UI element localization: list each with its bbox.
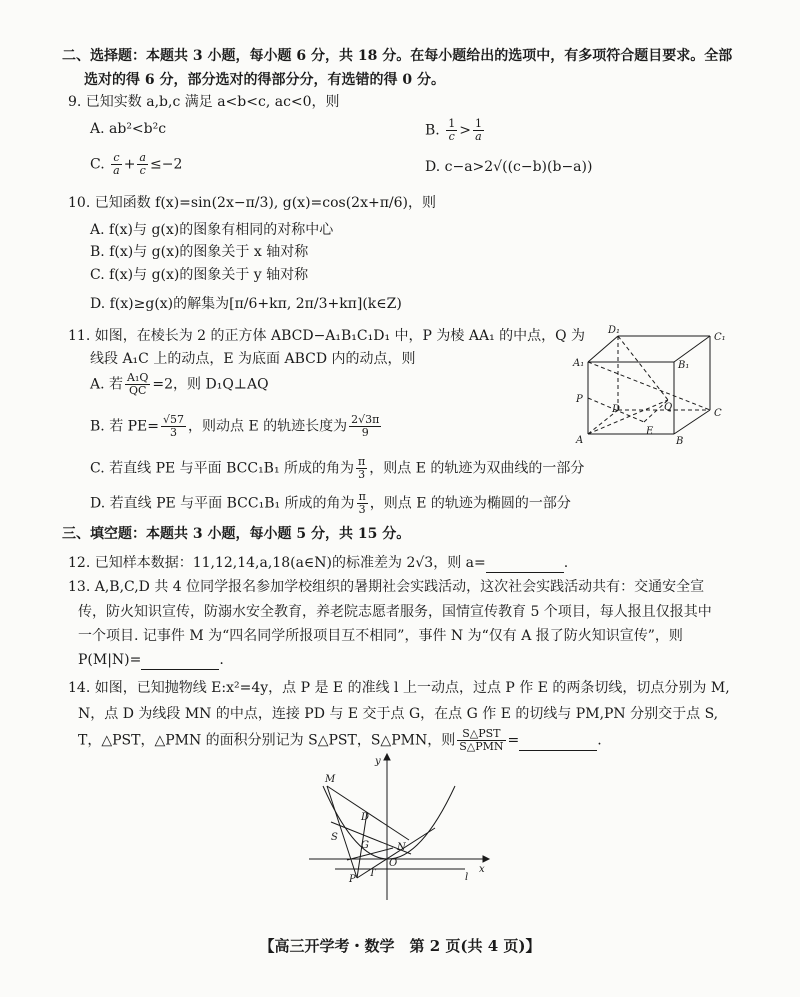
q9-option-b: B. $\frac{1}{c}$ > $\frac{1}{a}$ bbox=[425, 117, 482, 143]
q11-option-b: B. 若 PE= $\frac{√57}{3}$ ，则动点 E 的轨迹长度为 $\frac{2√3\pi}{9}$ bbox=[90, 413, 380, 439]
cube-seg-aq bbox=[588, 400, 668, 434]
label-q: Q bbox=[664, 402, 673, 413]
label-b1: B₁ bbox=[678, 360, 690, 371]
label-x: x bbox=[479, 864, 485, 875]
cube-edge-a1d1 bbox=[588, 336, 618, 362]
q14-line2: N，点 D 为线段 MN 的中点，连接 PD 与 E 交于点 G，在点 G 作 E 的切线与 PM,PN 分别交于点 S, bbox=[78, 706, 719, 722]
q14-parabola-figure bbox=[305, 752, 495, 902]
cube-edge-b1c1 bbox=[674, 336, 710, 362]
q10-stem: 10. 已知函数 f(x)=sin(2x−π/3), g(x)=cos(2x+π/6)，则 bbox=[68, 195, 437, 211]
q13-line2: 传，防火知识宣传，防溺水安全教育，养老院志愿者服务，国情宣传教育 5 个项目，每人报且仅报其中 bbox=[78, 604, 712, 620]
page-footer: 【高三开学考・数学 第 2 页(共 4 页)】 bbox=[259, 937, 541, 955]
q11-option-a: A. 若 $\frac{\text{A₁Q}}{QC}$ =2，则 D₁Q⊥AQ bbox=[90, 371, 269, 397]
x-axis-arrow bbox=[483, 856, 489, 862]
label-a1: A₁ bbox=[573, 358, 585, 369]
q12-text: 12. 已知样本数据：11,12,14,a,18(a∈N)的标准差为 2√3，则 a= . bbox=[68, 555, 569, 571]
q11-stem: 11. 如图，在棱长为 2 的正方体 ABCD−A₁B₁C₁D₁ 中，P 为棱 AA₁ 的中点，Q 为 bbox=[68, 328, 586, 344]
q9-option-d: D. c−a>2√((c−b)(b−a)) bbox=[425, 159, 593, 175]
q10-option-b: B. f(x)与 g(x)的图象关于 x 轴对称 bbox=[90, 244, 309, 260]
y-axis-arrow bbox=[384, 754, 390, 760]
q11-cube-figure bbox=[568, 322, 738, 450]
q11-option-d: D. 若直线 PE 与平面 BCC₁B₁ 所成的角为 $\frac{\pi}{3}$ ，则点 E 的轨迹为椭圆的一部分 bbox=[90, 490, 571, 516]
label-c1: C₁ bbox=[714, 332, 726, 343]
label-d: D bbox=[612, 404, 621, 415]
label-p-point: P bbox=[349, 874, 356, 885]
q13-line1: 13. A,B,C,D 共 4 位同学报名参加学校组织的暑期社会实践活动，这次社会实践活动共有：交通安全宣 bbox=[68, 579, 705, 595]
q14-line3: T，△PST，△PMN 的面积分别记为 S△PST，S△PMN，则 S△PST S△PMN = . bbox=[78, 727, 602, 753]
label-e: E bbox=[646, 426, 654, 437]
label-d1: D₁ bbox=[608, 325, 621, 336]
label-a: A bbox=[576, 435, 584, 446]
q11-stem-cont: 线段 A₁C 上的动点，E 为底面 ABCD 内的动点，则 bbox=[90, 351, 416, 367]
q9-stem: 9. 已知实数 a,b,c 满足 a<b<c, ac<0，则 bbox=[68, 94, 340, 110]
q10-option-a: A. f(x)与 g(x)的图象有相同的对称中心 bbox=[90, 222, 334, 238]
label-c: C bbox=[714, 408, 722, 419]
label-p: P bbox=[576, 394, 583, 405]
label-g: G bbox=[361, 840, 369, 851]
tangent-aux bbox=[347, 848, 393, 860]
label-b: B bbox=[676, 436, 684, 447]
label-s: S bbox=[331, 832, 338, 843]
section2-heading: 二、选择题：本题共 3 小题，每小题 6 分，共 18 分。在每小题给出的选项中，有多项符合题目要求。全部 bbox=[62, 48, 733, 64]
label-y: y bbox=[375, 756, 381, 767]
q13-line4: P(M|N)= . bbox=[78, 652, 224, 668]
q13-line3: 一个项目. 记事件 M 为“四名同学所报项目互不相同”，事件 N 为“仅有 A 报了防火知识宣传”，则 bbox=[78, 628, 683, 644]
label-d-point: D bbox=[361, 812, 370, 823]
label-o: O bbox=[389, 858, 398, 869]
q9-option-a: A. ab²<b²c bbox=[90, 121, 167, 137]
label-l: l bbox=[465, 872, 469, 883]
section3-heading: 三、填空题：本题共 3 小题，每小题 5 分，共 15 分。 bbox=[62, 526, 411, 542]
q11-option-c: C. 若直线 PE 与平面 BCC₁B₁ 所成的角为 $\frac{\pi}{3}$ ，则点 E 的轨迹为双曲线的一部分 bbox=[90, 455, 585, 481]
section2-heading-cont: 选对的得 6 分，部分选对的得部分分，有选错的得 0 分。 bbox=[84, 72, 445, 88]
label-t: T bbox=[369, 868, 376, 879]
label-m: M bbox=[325, 774, 336, 785]
q14-line1: 14. 如图，已知抛物线 E:x²=4y，点 P 是 E 的准线 l 上一动点，过点 P 作 E 的两条切线，切点分别为 M, bbox=[68, 680, 730, 696]
cube-diag-a1c bbox=[588, 362, 710, 410]
q10-option-d: D. f(x)≥g(x)的解集为[π/6+kπ, 2π/3+kπ](k∈Z) bbox=[90, 296, 402, 312]
cube-edge-bc bbox=[674, 410, 710, 434]
label-n: N bbox=[397, 842, 406, 853]
q10-option-c: C. f(x)与 g(x)的图象关于 y 轴对称 bbox=[90, 267, 309, 283]
q9-option-c: C. $\frac{c}{a}$ + $\frac{a}{c}$ ≤−2 bbox=[90, 151, 183, 177]
